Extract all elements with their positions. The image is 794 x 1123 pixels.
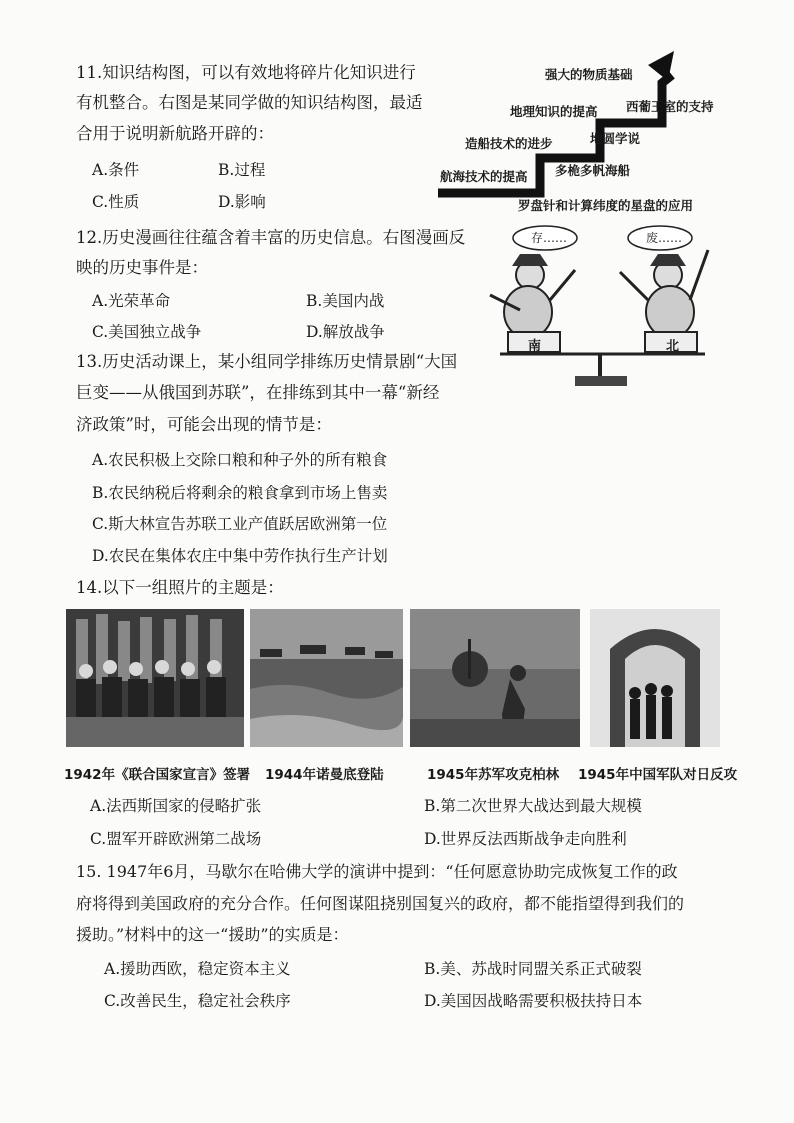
q11-line-3: 合用于说明新航路开辟的： [76,124,274,143]
diagram-label-compass: 罗盘针和计算纬度的星盘的应用 [518,198,694,213]
q13-line-2: 巨变——从俄国到苏联”，在排练到其中一幕“新经 [76,383,440,402]
diagram-label-material: 强大的物质基础 [545,67,633,82]
photo-un-declaration [66,609,244,747]
q13-option-d: D.农民在集体农庄中集中劳作执行生产计划 [92,547,388,565]
q11-line-2: 有机整合。右图是某同学做的知识结构图，最适 [76,93,423,112]
caption-1945-china: 1945年中国军队对日反攻 [578,767,738,783]
diagram-label-geography: 地理知识的提高 [510,104,598,119]
knowledge-structure-diagram [430,45,730,220]
photo-berlin-capture [410,609,580,747]
q12-option-a: A.光荣革命 [92,292,171,310]
q11-option-b: B.过程 [218,161,266,179]
q15-option-b: B.美、苏战时同盟关系正式破裂 [424,960,642,978]
q11-line-1: 11.知识结构图，可以有效地将碎片化知识进行 [76,63,416,82]
photo-normandy-landing [250,609,403,747]
cartoon-label-south: 南 [528,339,542,354]
cartoon-bubble-right: 废…… [646,231,683,245]
q14-line: 14.以下一组照片的主题是： [76,578,284,597]
cartoon-drawing [480,220,720,395]
caption-1945-berlin: 1945年苏军攻克柏林 [427,767,560,783]
q13-option-b: B.农民纳税后将剩余的粮食拿到市场上售卖 [92,484,388,502]
q14-option-d: D.世界反法西斯战争走向胜利 [424,830,627,848]
q11-option-a: A.条件 [92,161,140,179]
diagram-label-multimast-ship: 多桅多帆海船 [555,163,631,178]
diagram-label-round-earth: 地圆学说 [590,131,641,146]
diagram-label-royal-support: 西葡王室的支持 [626,99,714,114]
photo-china-counteroffensive [590,609,720,747]
q15-line-2: 府将得到美国政府的充分合作。任何图谋阻挠别国复兴的政府，都不能指望得到我们的 [76,894,685,913]
q13-option-a: A.农民积极上交除口粮和种子外的所有粮食 [92,451,388,469]
q14-option-a: A.法西斯国家的侵略扩张 [90,797,262,815]
q15-line-3: 援助。”材料中的这一“援助”的实质是： [76,925,349,944]
q15-option-c: C.改善民生，稳定社会秩序 [104,992,291,1010]
q13-option-c: C.斯大林宣告苏联工业产值跃居欧洲第一位 [92,515,388,533]
diagram-label-shipbuilding: 造船技术的进步 [465,136,553,151]
caption-1942: 1942年《联合国家宣言》签署 [64,767,251,783]
cartoon-bubble-left: 存…… [531,231,568,245]
q12-option-d: D.解放战争 [306,323,385,341]
q13-line-1: 13.历史活动课上，某小组同学排练历史情景剧“大国 [76,352,458,371]
civil-war-cartoon [480,220,720,395]
q13-line-3: 济政策”时，可能会出现的情节是： [76,415,332,434]
q11-option-c: C.性质 [92,193,140,211]
q11-option-d: D.影响 [218,193,266,211]
q15-option-a: A.援助西欧，稳定资本主义 [104,960,291,978]
q14-option-c: C.盟军开辟欧洲第二战场 [90,830,262,848]
q12-line-2: 映的历史事件是： [76,258,208,277]
q12-option-c: C.美国独立战争 [92,323,202,341]
cartoon-label-north: 北 [666,339,680,354]
q12-option-b: B.美国内战 [306,292,385,310]
q15-line-1: 15. 1947年6月，马歇尔在哈佛大学的演讲中提到：“任何愿意协助完成恢复工作的政 [76,862,678,881]
diagram-label-navigation: 航海技术的提高 [440,169,528,184]
q12-line-1: 12.历史漫画往往蕴含着丰富的历史信息。右图漫画反 [76,228,466,247]
q14-option-b: B.第二次世界大战达到最大规模 [424,797,642,815]
caption-1944: 1944年诺曼底登陆 [265,767,384,783]
q15-option-d: D.美国因战略需要积极扶持日本 [424,992,643,1010]
